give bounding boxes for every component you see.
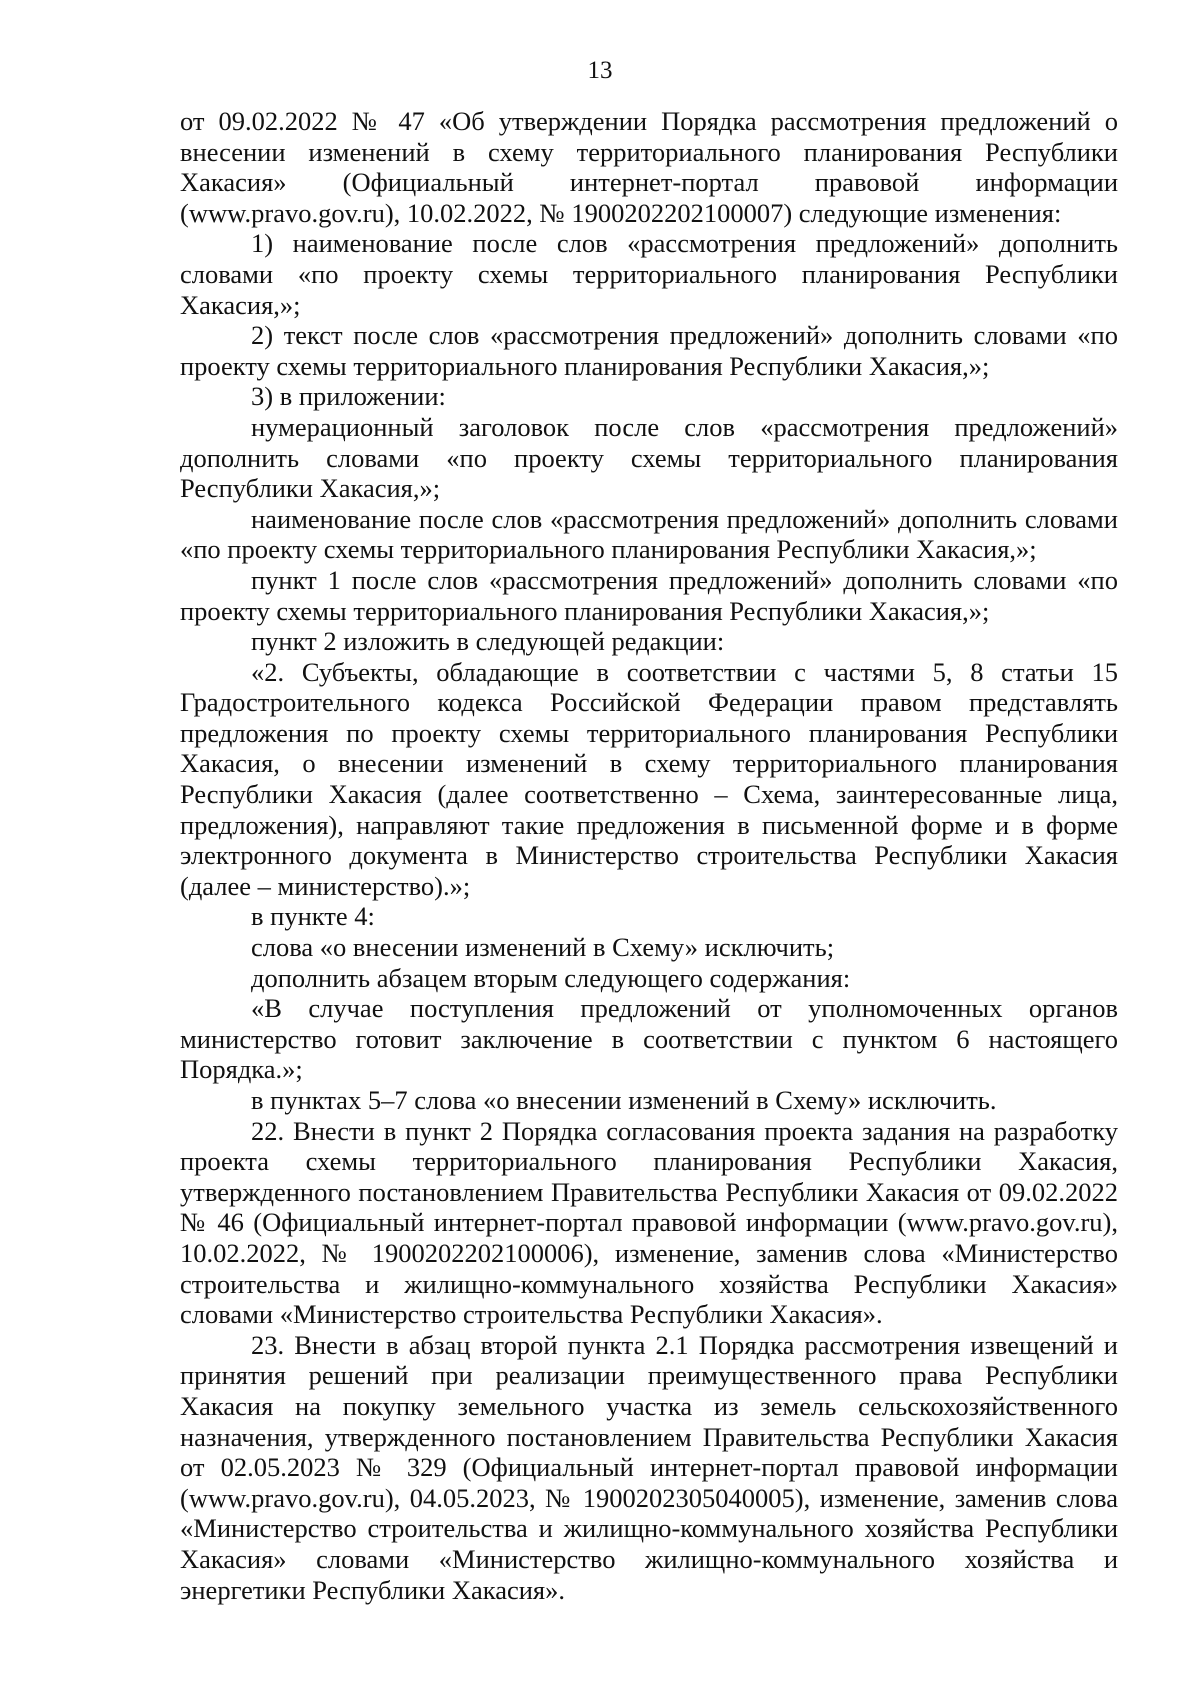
paragraph: 1) наименование после слов «рассмотрения предложений» дополнить словами «по проекту схемы территориального планирования Республики Хакасия,»;: [180, 228, 1118, 320]
paragraph: «В случае поступления предложений от уполномоченных органов министерство готовит заключение в соответствии с пунктом 6 настоящего Порядка.»;: [180, 993, 1118, 1085]
paragraph: пункт 1 после слов «рассмотрения предложений» дополнить словами «по проекту схемы территориального планирования Республики Хакасия,»;: [180, 564, 1118, 626]
paragraph: нумерационный заголовок после слов «рассмотрения предложений» дополнить словами «по проекту схемы территориального планирования Республики Хакасия,»;: [180, 411, 1118, 504]
paragraph: 3) в приложении:: [251, 381, 446, 412]
paragraph: 23. Внести в абзац второй пункта 2.1 Порядка рассмотрения извещений и принятия решений при реализации преимущественного права Республики Хакасия на покупку земельного участка из земель сельскохозяйственного назначения, утвержденного постановлением Правительства Республики Хакасия от 02.05.2023 № 329 (Официальный интернет-портал правовой информации (www.pravo.gov.ru), 04.05.2023, № 1900202305040005), изменение, заменив слова «Министерство строительства и жилищно-коммунального хозяйства Республики Хакасия» словами «Министерство жилищно-коммунального хозяйства и энергетики Республики Хакасия».: [180, 1329, 1118, 1605]
paragraph: от 09.02.2022 № 47 «Об утверждении Порядка рассмотрения предложений о внесении изменений в схему территориального планирования Республики Хакасия» (Официальный интернет-портал правовой информации (www.pravo.gov.ru), 10.02.2022, № 1900202202100007) следующие изменения:: [180, 106, 1118, 228]
paragraph: в пунктах 5–7 слова «о внесении изменений в Схему» исключить.: [251, 1085, 997, 1115]
paragraph: «2. Субъекты, обладающие в соответствии с частями 5, 8 статьи 15 Градостроительного кодекса Российской Федерации правом представлять предложения по проекту схемы территориального планирования Республики Хакасия, о внесении изменений в схему территориального планирования Республики Хакасия (далее соответственно – Схема, заинтересованные лица, предложения), направляют такие предложения в письменной форме и в форме электронного документа в Министерство строительства Республики Хакасия (далее – министерство).»;: [180, 656, 1118, 901]
paragraph: дополнить абзацем вторым следующего содержания:: [251, 962, 851, 993]
paragraph: пункт 2 изложить в следующей редакции:: [251, 626, 725, 657]
paragraph: слова «о внесении изменений в Схему» исключить;: [251, 932, 835, 963]
document-body: [180, 106, 1118, 1605]
page-number: 13: [587, 57, 613, 84]
paragraph: наименование после слов «рассмотрения предложений» дополнить словами «по проекту схемы территориального планирования Республики Хакасия,»;: [180, 503, 1118, 565]
paragraph: 22. Внести в пункт 2 Порядка согласования проекта задания на разработку проекта схемы территориального планирования Республики Хакасия, утвержденного постановлением Правительства Республики Хакасия от 09.02.2022 № 46 (Официальный интернет-портал правовой информации (www.pravo.gov.ru), 10.02.2022, № 1900202202100006), изменение, заменив слова «Министерство строительства и жилищно-коммунального хозяйства Республики Хакасия» словами «Министерство строительства Республики Хакасия».: [180, 1115, 1118, 1330]
paragraph: в пункте 4:: [251, 901, 375, 932]
paragraph: 2) текст после слов «рассмотрения предложений» дополнить словами «по проекту схемы территориального планирования Республики Хакасия,»;: [180, 320, 1118, 381]
